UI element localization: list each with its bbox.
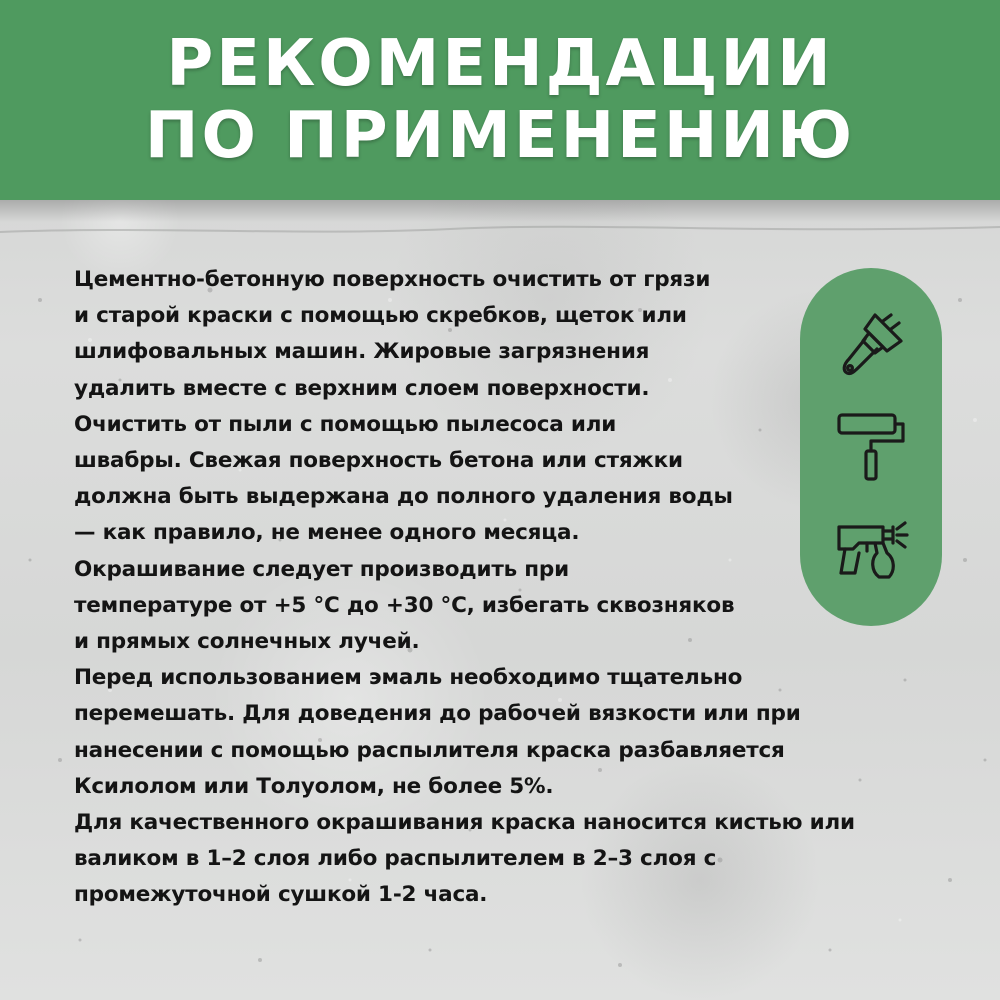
application-tools-panel <box>800 268 942 626</box>
instruction-line: и прямых солнечных лучей. <box>74 629 420 655</box>
paint-brush-icon <box>831 305 911 385</box>
instruction-line: Ксилолом или Толуолом, не более 5%. <box>74 773 554 799</box>
spray-gun-icon <box>831 509 911 589</box>
instruction-line: валиком в 1–2 слоя либо распылителем в 2–3 слоя с <box>74 846 717 872</box>
instruction-line: температуре от +5 °С до +30 °С, избегать сквозняков <box>74 592 735 618</box>
instruction-line: швабры. Свежая поверхность бетона или стяжки <box>74 448 683 474</box>
page-title-line-2: ПО ПРИМЕНЕНИЮ <box>144 99 856 173</box>
instruction-line: удалить вместе с верхним слоем поверхности. <box>74 375 650 401</box>
instruction-line: Для качественного окрашивания краска наносится кистью или <box>74 810 855 836</box>
paint-roller-icon <box>831 407 911 487</box>
instruction-line: — как правило, не менее одного месяца. <box>74 520 580 546</box>
instruction-line: Окрашивание следует производить при <box>74 556 569 582</box>
instruction-line: и старой краски с помощью скребков, щеток или <box>74 303 687 329</box>
instruction-line: Перед использованием эмаль необходимо тщательно <box>74 665 743 691</box>
instruction-line: промежуточной сушкой 1-2 часа. <box>74 882 488 908</box>
instruction-line: Цементно-бетонную поверхность очистить от грязи <box>74 267 711 292</box>
instruction-line: нанесении с помощью распылителя краска разбавляется <box>74 737 785 763</box>
instruction-line: перемешать. Для доведения до рабочей вязкости или при <box>74 701 801 727</box>
instruction-line: должна быть выдержана до полного удаления воды <box>74 484 733 510</box>
instruction-line: шлифовальных машин. Жировые загрязнения <box>74 339 650 365</box>
header-banner <box>0 0 1000 200</box>
instructions-text <box>74 262 855 914</box>
page-title-line-1: РЕКОМЕНДАЦИИ <box>166 27 834 101</box>
instruction-line: Очистить от пыли с помощью пылесоса или <box>74 411 617 437</box>
header-shadow <box>0 200 1000 222</box>
